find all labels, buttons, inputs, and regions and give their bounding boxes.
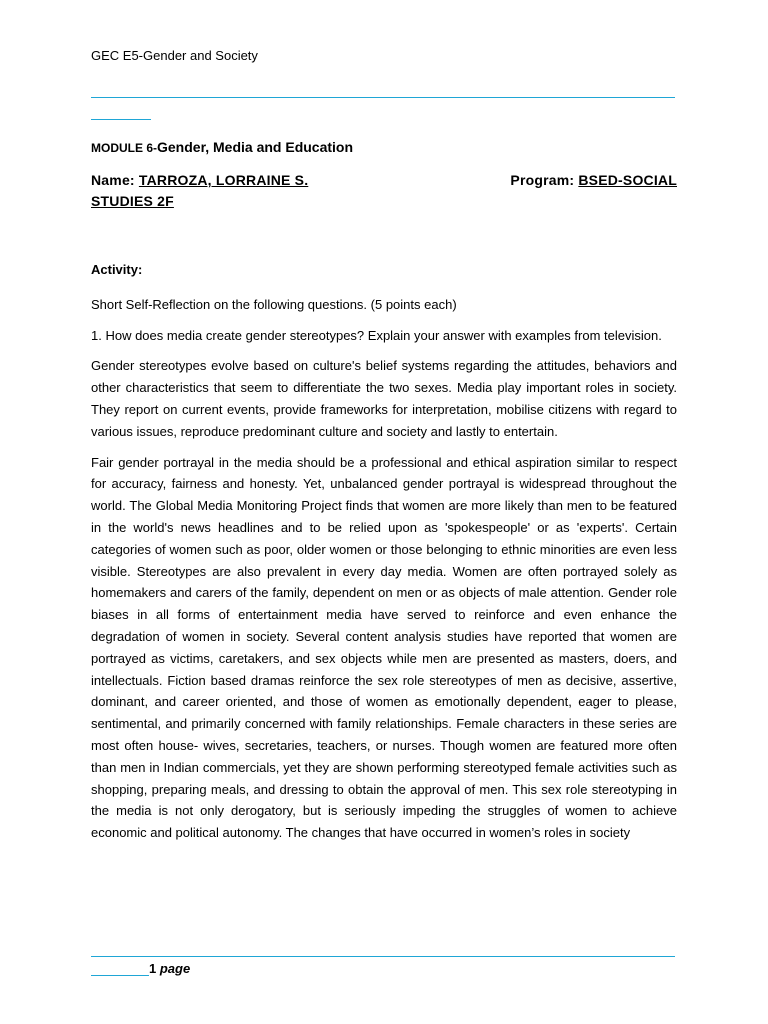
course-header: GEC E5-Gender and Society (91, 48, 258, 63)
document-body (91, 259, 677, 853)
activity-label: Activity: (91, 262, 143, 277)
name-value: TARROZA, LORRAINE S. (138, 172, 309, 188)
header-rule-short (91, 119, 151, 120)
module-title (91, 139, 353, 155)
program-label: Program: (510, 172, 579, 188)
page-number: 1 (149, 961, 157, 976)
module-name: Gender, Media and Education (157, 139, 354, 155)
header-rule (91, 97, 675, 98)
answer-paragraph-1: Gender stereotypes evolve based on culture's belief systems regarding the attitudes, behaviors and other characteristics that seem to differentiate the two sexes. Media play important roles in society. They report on current events, provide frameworks for interpretation, mobilise citizens with regard to various issues, reproduce predominant culture and society and lastly to entertain. (91, 358, 677, 439)
question-1: 1. How does media create gender stereotypes? Explain your answer with examples from television. (91, 327, 662, 343)
answer-paragraph-2: Fair gender portrayal in the media should be a professional and ethical aspiration similar to respect for accuracy, fairness and honesty. Yet, unbalanced gender portrayal is widespread throughout the world. The Global Media Monitoring Project finds that women are more likely than men to be featured in the world's news headlines and to be relied upon as 'spokespeople' or as 'experts'. Certain categories of women such as poor, older women or those belonging to ethnic minorities are even less visible. Stereotypes are also prevalent in every day media. Women are often portrayed solely as homemakers and carers of the family, dependent on men or as objects of male attention. Gender role biases in all forms of entertainment media have served to reinforce and even enhance the degradation of women in society. Several content analysis studies have reported that women are portrayed as victims, caretakers, and sex objects while men are presented as masters, doers, and intellectuals. Fiction based dramas reinforce the sex role stereotypes of men as decisive, assertive, dominant, and career oriented, and those of women as emotionally dependent, eager to please, sentimental, and primarily concerned with family relationships. Female characters in these series are most often house- wives, secretaries, teachers, or nurses. Though women are featured more often than men in Indian commercials, yet they are shown performing stereotyped female activities such as shopping, preparing meals, and dressing to obtain the approval of men. This sex role stereotyping in the media is not only derogatory, but is seriously impeding the struggles of women to achieve economic and political autonomy. The changes that have occurred in women’s roles in society (91, 454, 677, 841)
page-footer (91, 961, 190, 976)
program-value-continued: STUDIES 2F (91, 193, 174, 209)
student-info (91, 170, 677, 212)
module-prefix: MODULE 6- (91, 141, 157, 155)
name-label: Name: (91, 172, 139, 188)
footer-rule (91, 956, 675, 957)
program-value: BSED-SOCIAL (578, 172, 677, 188)
program-row (510, 170, 677, 191)
instructions: Short Self-Reflection on the following questions. (5 points each) (91, 296, 457, 312)
page-label: page (156, 961, 191, 976)
